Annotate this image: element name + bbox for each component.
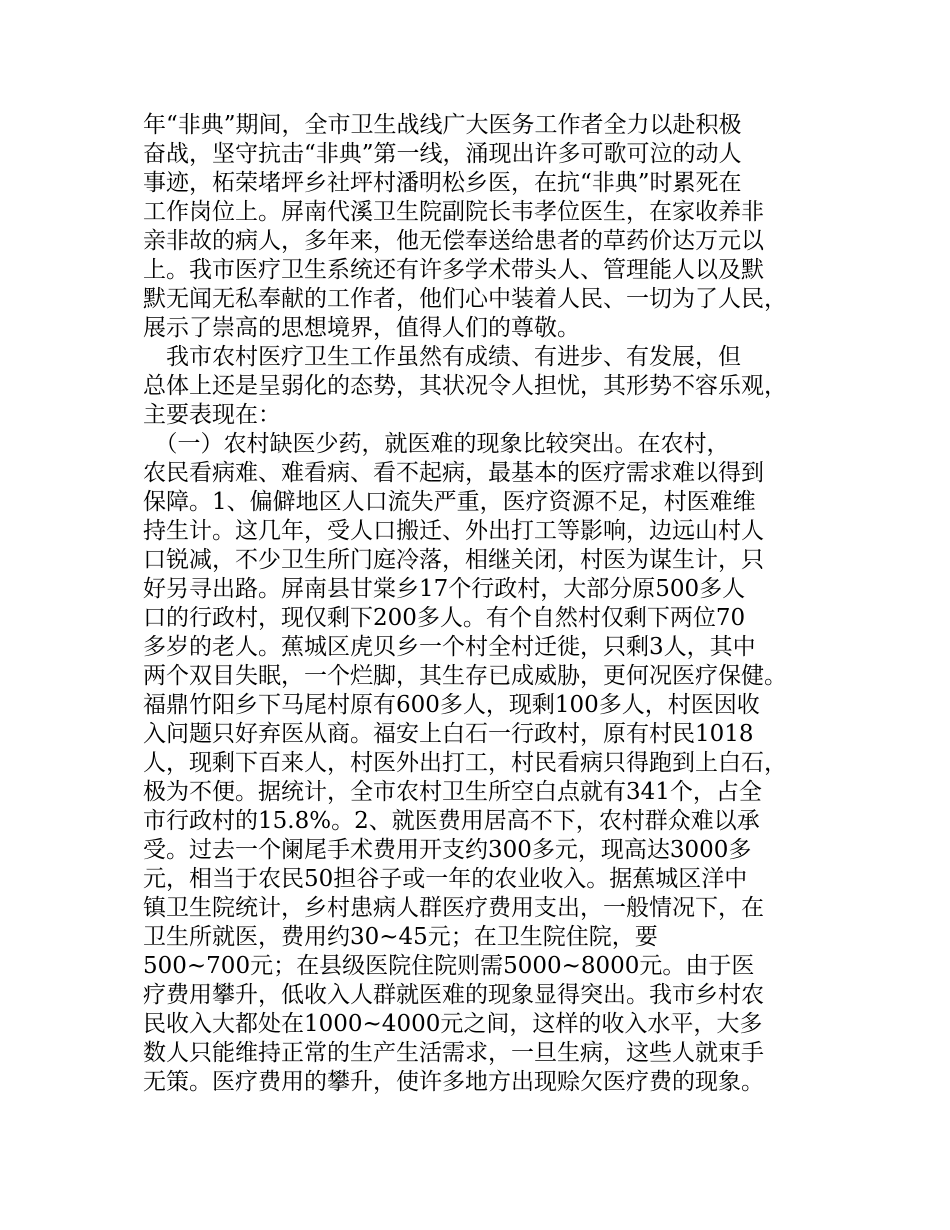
- text-line: 持生计。这几年，受人口搬迁、外出打工等影响，边远山村人: [143, 518, 764, 544]
- text-line: 两个双目失眠，一个烂脚，其生存已成威胁，更何况医疗保健。: [143, 663, 787, 689]
- text-line: 无策。医疗费用的攀升，使许多地方出现赊欠医疗费的现象。: [143, 1069, 764, 1095]
- text-line: 上。我市医疗卫生系统还有许多学术带头人、管理能人以及默: [143, 257, 764, 283]
- text-line: 我市农村医疗卫生工作虽然有成绩、有进步、有发展，但: [143, 344, 741, 370]
- text-line: 市行政村的15.8%。2、就医费用居高不下，农村群众难以承: [143, 808, 760, 834]
- text-line: 农民看病难、难看病、看不起病，最基本的医疗需求难以得到: [143, 460, 764, 486]
- text-line: 多岁的老人。蕉城区虎贝乡一个村全村迁徙，只剩3人，其中: [143, 634, 756, 660]
- text-line: 人，现剩下百来人，村医外出打工，村民看病只得跑到上白石，: [143, 750, 787, 776]
- text-line: 500~700元；在县级医院住院则需5000~8000元。由于医: [143, 953, 755, 979]
- text-line: 默无闻无私奉献的工作者，他们心中装着人民、一切为了人民，: [143, 286, 787, 312]
- text-line: 口的行政村，现仅剩下200多人。有个自然村仅剩下两位70: [143, 605, 746, 631]
- text-line: 口锐减，不少卫生所门庭冷落，相继关闭，村医为谋生计，只: [143, 547, 764, 573]
- text-line: 入问题只好弃医从商。福安上白石一行政村，原有村民1018: [143, 721, 754, 747]
- text-line: 展示了崇高的思想境界，值得人们的尊敬。: [143, 315, 580, 341]
- text-line: 镇卫生院统计，乡村患病人群医疗费用支出，一般情况下，在: [143, 895, 764, 921]
- text-line: （一）农村缺医少药，就医难的现象比较突出。在农村，: [143, 431, 730, 457]
- text-line: 保障。1、偏僻地区人口流失严重，医疗资源不足，村医难维: [143, 489, 756, 515]
- text-line: 数人只能维持正常的生产生活需求，一旦生病，这些人就束手: [143, 1040, 764, 1066]
- text-line: 年“非典”期间，全市卫生战线广大医务工作者全力以赴积极: [143, 112, 742, 138]
- text-line: 主要表现在：: [143, 402, 281, 428]
- text-line: 受。过去一个阑尾手术费用开支约300多元，现高达3000多: [143, 837, 752, 863]
- body-text: [143, 111, 823, 1097]
- text-line: 事迹，柘荣堵坪乡社坪村潘明松乡医，在抗“非典”时累死在: [143, 170, 742, 196]
- text-line: 卫生所就医，费用约30~45元；在卫生院住院，要: [143, 924, 658, 950]
- text-line: 民收入大都处在1000~4000元之间，这样的收入水平，大多: [143, 1011, 763, 1037]
- text-line: 好另寻出路。屏南县甘棠乡17个行政村，大部分原500多人: [143, 576, 746, 602]
- text-line: 福鼎竹阳乡下马尾村原有600多人，现剩100多人，村医因收: [143, 692, 760, 718]
- text-line: 奋战，坚守抗击“非典”第一线，涌现出许多可歌可泣的动人: [143, 141, 742, 167]
- text-line: 工作岗位上。屏南代溪卫生院副院长韦孝位医生，在家收养非: [143, 199, 764, 225]
- text-line: 极为不便。据统计，全市农村卫生所空白点就有341个，占全: [143, 779, 762, 805]
- text-line: 元，相当于农民50担谷子或一年的农业收入。据蕉城区洋中: [143, 866, 748, 892]
- text-line: 总体上还是呈弱化的态势，其状况令人担忧，其形势不容乐观，: [143, 373, 787, 399]
- text-line: 疗费用攀升，低收入人群就医难的现象显得突出。我市乡村农: [143, 982, 764, 1008]
- text-line: 亲非故的病人，多年来，他无偿奉送给患者的草药价达万元以: [143, 228, 764, 254]
